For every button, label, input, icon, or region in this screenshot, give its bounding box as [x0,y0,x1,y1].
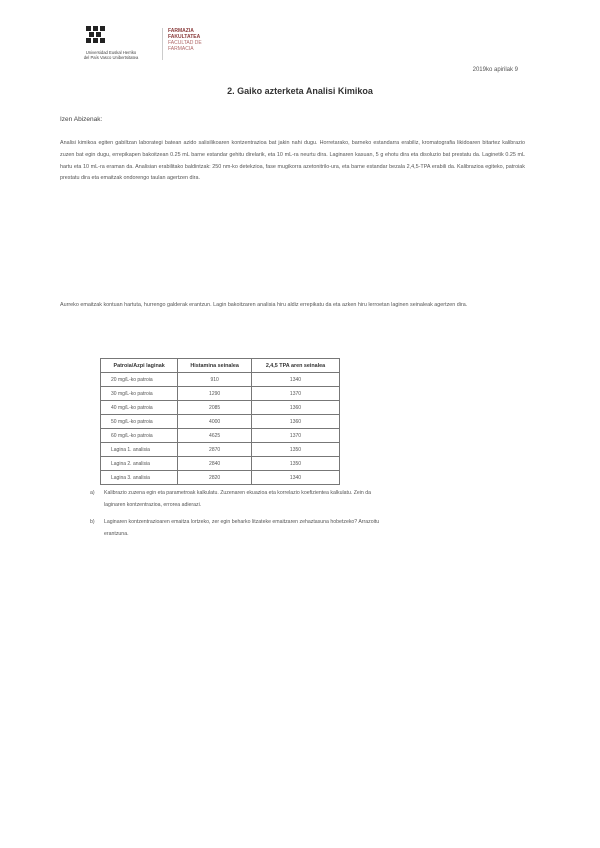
question-item [90,517,390,540]
table-cell: 910 [178,373,252,387]
table-cell: 1370 [251,429,339,443]
table-row [101,373,340,387]
table-row [101,401,340,415]
table-cell: 2085 [178,401,252,415]
question-list [90,488,390,546]
table-cell: 1290 [178,387,252,401]
table-cell: 30 mg/L-ko patroia [101,387,178,401]
table-header-cell: 2,4,5 TPA aren seinalea [251,359,339,373]
university-logo-icon [86,26,106,46]
table-cell: Lagina 2. analisia [101,457,178,471]
question-item [90,488,390,511]
question-text: Laginaren kontzentrazioaren emaitza lortzeko, zer egin beharko litzateke emaitzaren zehaztasuna hobetzeko? Arrazoitu erantzuna. [104,519,380,537]
table-row [101,387,340,401]
university-name: Universidad Euskal Herriko del País Vasco Unibertsitatea [83,50,139,60]
table-cell: Lagina 1. analisia [101,443,178,457]
table-row [101,457,340,471]
table-cell: 50 mg/L-ko patroia [101,415,178,429]
faculty-name: FARMAZIA FAKULTATEA FACULTAD DE FARMACIA [168,28,202,52]
table-header-cell: Patroia/Azpi laginak [101,359,178,373]
table-header-cell: Histamina seinalea [178,359,252,373]
table-cell: 60 mg/L-ko patroia [101,429,178,443]
table-row [101,443,340,457]
table-row [101,429,340,443]
table-cell: 1360 [251,401,339,415]
question-label: a) [90,490,95,496]
instructions-paragraph: Aurreko emaitzak kontuan hartuta, hurrengo galderak erantzun. Lagin bakoitzaren analisia hiru aldiz errepikatu da eta azken hiru lerroetan laginen seinaleak agertzen dira. [60,302,468,308]
table-cell: 1360 [251,415,339,429]
table-cell: 1340 [251,471,339,485]
table-row [101,415,340,429]
table-cell: 1340 [251,373,339,387]
table-cell: 20 mg/L-ko patroia [101,373,178,387]
table-cell: 1350 [251,443,339,457]
table-cell: 2820 [178,471,252,485]
table-cell: Lagina 3. analisia [101,471,178,485]
table-row [101,471,340,485]
question-label: b) [90,519,95,525]
page-title: 2. Gaiko azterketa Analisi Kimikoa [227,86,373,96]
header-logos [66,26,206,66]
table-header-row [101,359,340,373]
table-cell: 1370 [251,387,339,401]
table-cell: 4625 [178,429,252,443]
question-text: Kalibrazio zuzena egin eta parametroak kalkulatu. Zuzenaren ekuazioa eta korrelazio koefizientea kalkulatu. Zein da laginaren kontzentrazioa, errorea adierazi. [104,490,372,508]
table-cell: 2840 [178,457,252,471]
name-field-label: Izen Abizenak: [60,116,103,123]
table-cell: 1350 [251,457,339,471]
table-cell: 4000 [178,415,252,429]
header-divider [162,28,163,60]
table-cell: 2870 [178,443,252,457]
intro-paragraph: Analisi kimikoa egiten gabiltzan laborategi batean azido salisilikoaren kontzentrazioa bat jakin nahi dugu. Horretarako, barneko estandarra erabiliz, kromatografia likidoaren bitartez kalibrazio zuzen bat egin dugu, errepikapen bakoitzean 0.25 mL barne estandar gehitu direlarik, eta 10 mL-ra neurtu dira. Laginaren kasuan, 5 g ehotu dira eta disoluzio bat prestatu da. Laginetik 0.25 mL hartu eta 10 mL-ra eraman da. Analisian erabilitako baldintzak: 250 nm-ko detekzioa, fase mugikorra azetonitrilo-ura, eta barne estandar bezala 2,4,5-TPA erabili da. Kalibrazioa egiteko, patroiak prestatu dira eta emaitzak ondorengo taulan agertzen dira. [60,140,525,182]
table-cell: 40 mg/L-ko patroia [101,401,178,415]
results-table [100,358,340,485]
exam-date: 2019ko apirilak 9 [472,67,518,73]
